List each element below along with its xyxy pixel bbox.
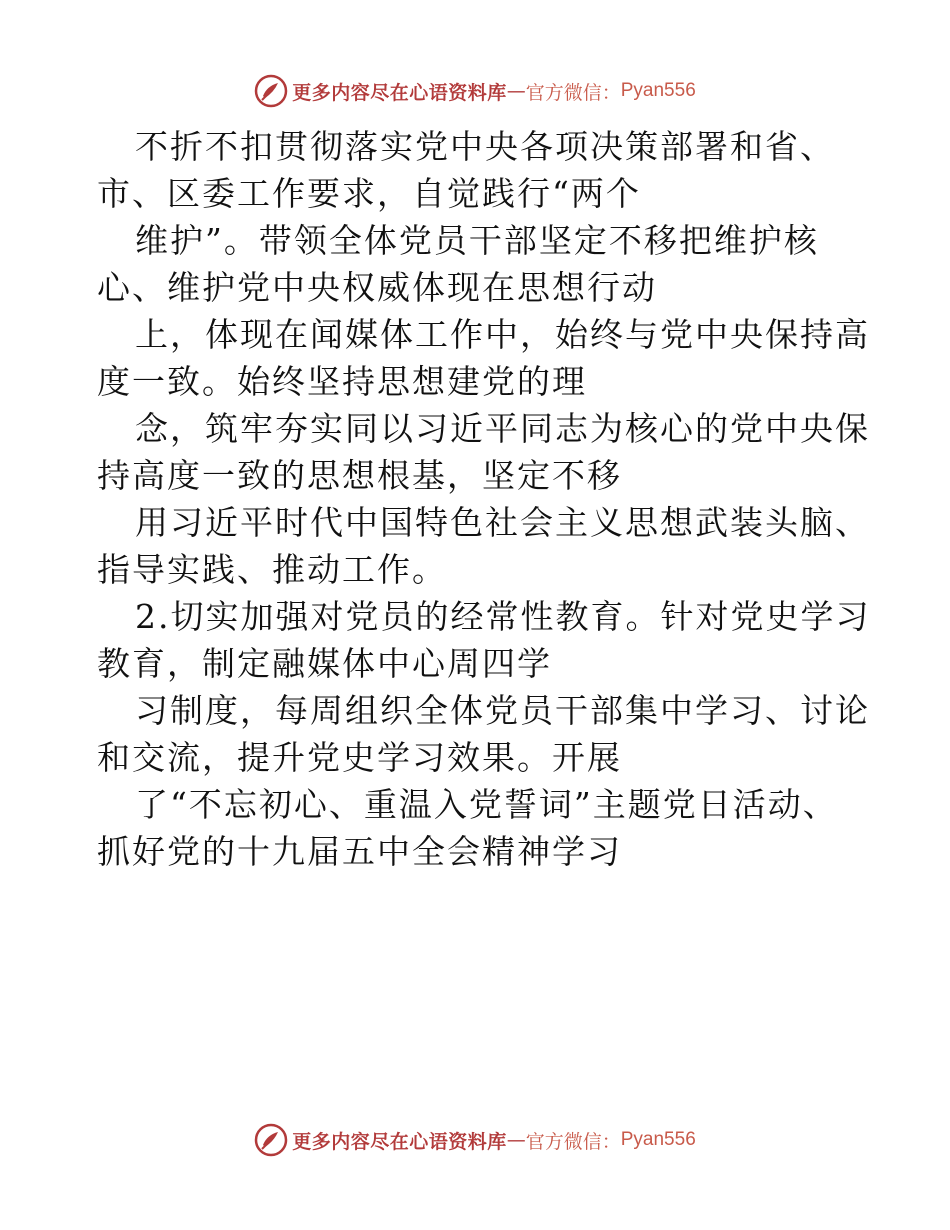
header-wechat-handle: Pyan556 xyxy=(620,80,696,101)
footer-separator: — xyxy=(506,1129,526,1151)
body-line: 上，体现在闻媒体工作中，始终与党中央保持高 xyxy=(135,315,870,354)
body-line: 2.切实加强对党员的经常性教育。针对党史学习 xyxy=(135,597,871,636)
body-line: 习制度，每周组织全体党员干部集中学习、讨论 xyxy=(135,691,870,730)
body-line: 和交流，提升党史学习效果。开展 xyxy=(97,738,622,777)
body-line: 市、区委工作要求，自觉践行“两个 xyxy=(97,174,641,213)
body-line: 念，筑牢夯实同以习近平同志为核心的党中央保 xyxy=(135,409,870,448)
body-line: 抓好党的十九届五中全会精神学习 xyxy=(97,832,622,871)
book-pen-logo-icon xyxy=(254,1123,288,1157)
header-watermark-banner xyxy=(0,71,950,111)
footer-wechat-handle: Pyan556 xyxy=(620,1129,696,1150)
body-line: 不折不扣贯彻落实党中央各项决策部署和省、 xyxy=(135,127,835,166)
book-pen-logo-icon xyxy=(254,74,288,108)
body-line: 指导实践、推动工作。 xyxy=(97,550,447,589)
header-brand-text: 更多内容尽在心语资料库 xyxy=(292,81,507,104)
body-line: 教育，制定融媒体中心周四学 xyxy=(97,644,552,683)
body-line: 心、维护党中央权威体现在思想行动 xyxy=(97,268,657,307)
header-wechat-label: 官方微信： xyxy=(525,81,621,104)
document-body xyxy=(97,123,871,875)
header-separator: — xyxy=(506,80,526,102)
footer-brand-text: 更多内容尽在心语资料库 xyxy=(292,1130,507,1153)
body-line: 持高度一致的思想根基，坚定不移 xyxy=(97,456,622,495)
footer-wechat-label: 官方微信： xyxy=(525,1130,621,1153)
footer-watermark-banner xyxy=(0,1120,950,1160)
body-line: 了“不忘初心、重温入党誓词”主题党日活动、 xyxy=(135,785,838,824)
body-line: 维护”。带领全体党员干部坚定不移把维护核 xyxy=(135,221,819,260)
body-line: 用习近平时代中国特色社会主义思想武装头脑、 xyxy=(135,503,870,542)
body-line: 度一致。始终坚持思想建党的理 xyxy=(97,362,587,401)
